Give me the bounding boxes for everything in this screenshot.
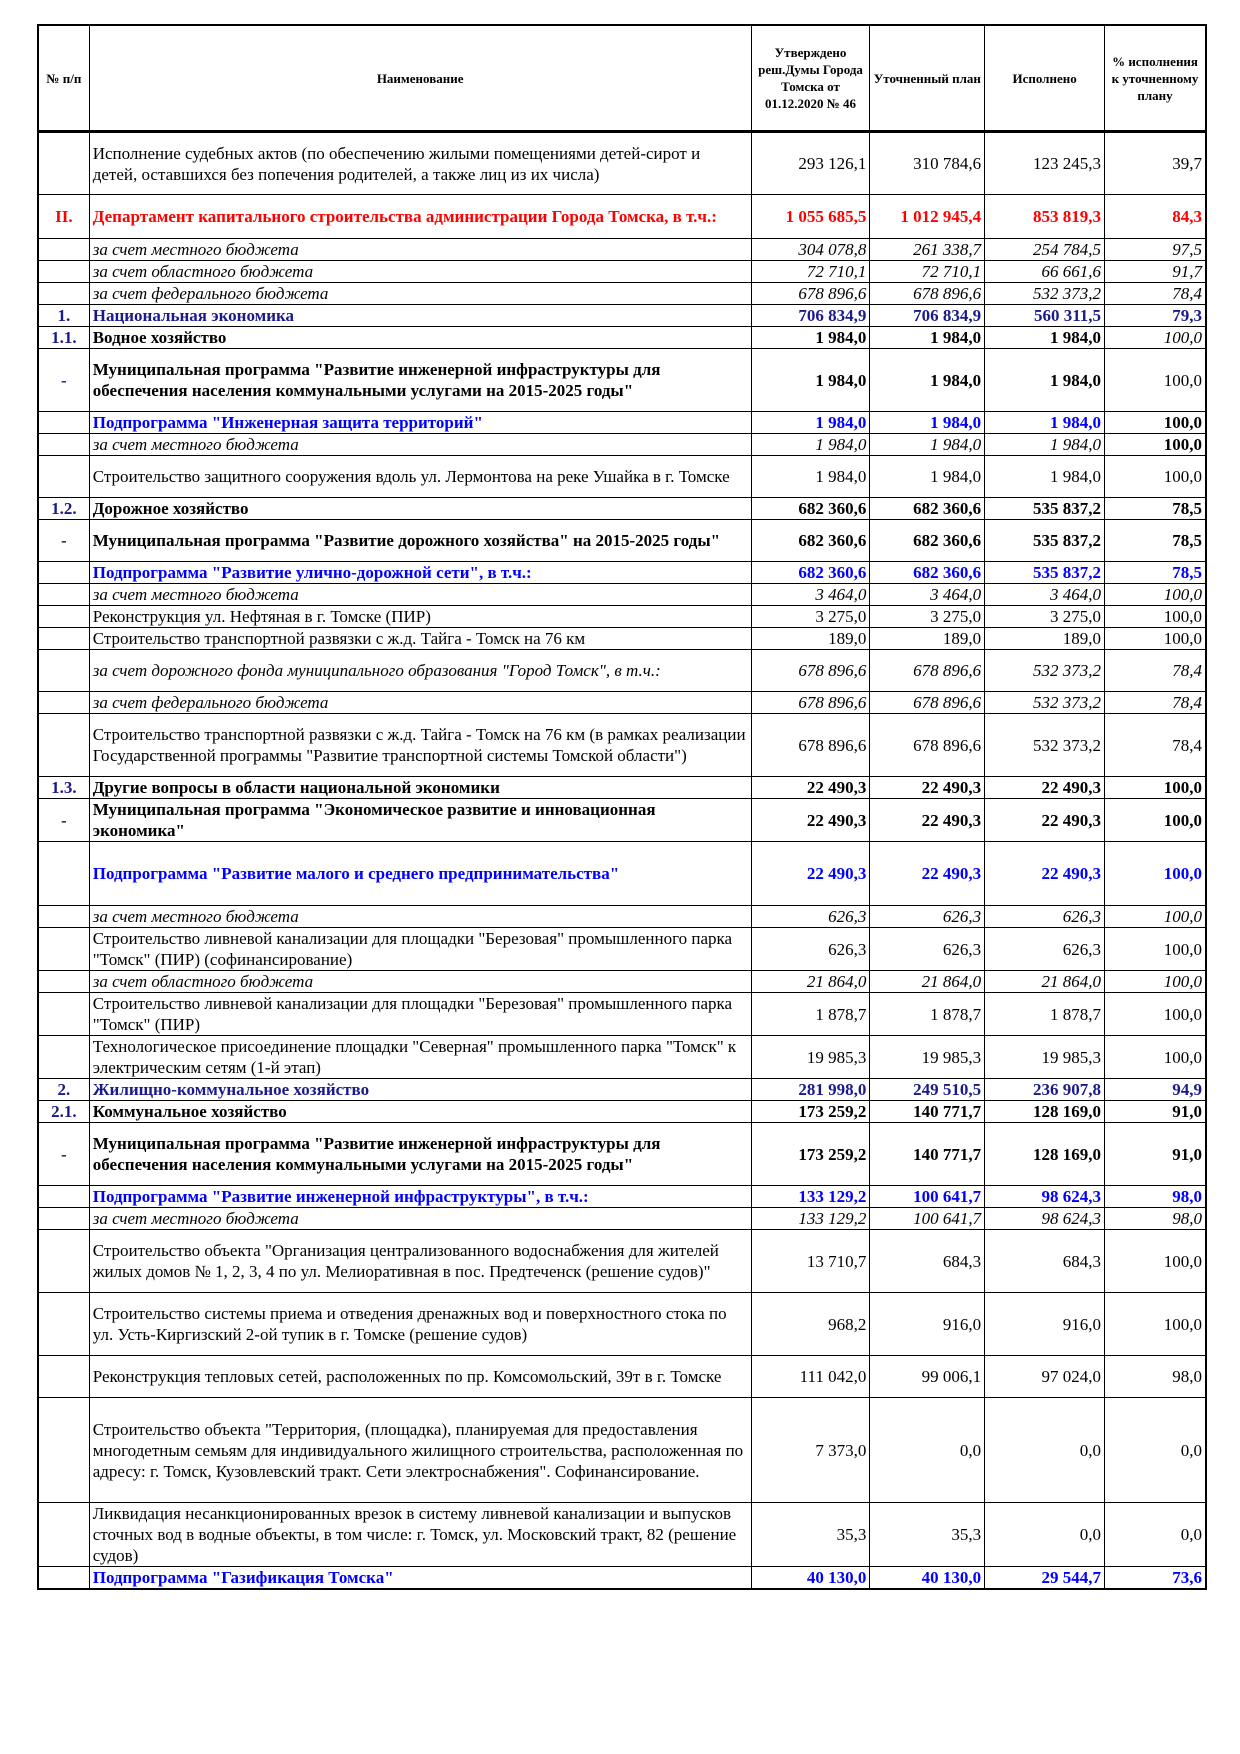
row-number [38,1567,89,1590]
row-percent-value: 100,0 [1105,777,1206,799]
row-percent-value: 79,3 [1105,305,1206,327]
row-refined-value: 21 864,0 [870,971,985,993]
row-name: за счет областного бюджета [89,971,751,993]
row-executed-value: 22 490,3 [985,842,1105,906]
row-name: за счет местного бюджета [89,239,751,261]
table-row [38,1398,1206,1503]
row-executed-value: 560 311,5 [985,305,1105,327]
row-refined-value: 22 490,3 [870,842,985,906]
row-number [38,584,89,606]
row-approved-value: 22 490,3 [751,842,870,906]
row-executed-value: 22 490,3 [985,777,1105,799]
row-refined-value: 40 130,0 [870,1567,985,1590]
row-approved-value: 1 984,0 [751,327,870,349]
row-approved-value: 706 834,9 [751,305,870,327]
row-refined-value: 19 985,3 [870,1036,985,1079]
table-row [38,799,1206,842]
row-number [38,239,89,261]
table-row [38,1036,1206,1079]
row-refined-value: 3 464,0 [870,584,985,606]
row-name: Реконструкция ул. Нефтяная в г. Томске (ПИР) [89,606,751,628]
table-row [38,584,1206,606]
row-executed-value: 98 624,3 [985,1186,1105,1208]
table-row [38,714,1206,777]
row-name: Строительство объекта "Территория, (площадка), планируемая для предоставления многодетным семьям для индивидуального жилищного строительства, расположенная по адресу: г. Томск, Кузовлевский тракт. Сети электроснабжения". Софинансирование. [89,1398,751,1503]
row-number [38,132,89,195]
table-row [38,1123,1206,1186]
row-name: Ликвидация несанкционированных врезок в систему ливневой канализации и выпусков сточных вод в водные объекты, в том числе: г. Томск, ул. Московский тракт, 82 (решение судов) [89,1503,751,1567]
header-name: Наименование [89,25,751,132]
row-refined-value: 1 984,0 [870,434,985,456]
row-percent-value: 100,0 [1105,1230,1206,1293]
row-refined-value: 916,0 [870,1293,985,1356]
row-name: Строительство системы приема и отведения дренажных вод и поверхностного стока по ул. Усть-Киргизский 2-ой тупик в г. Томске (решение судов) [89,1293,751,1356]
row-executed-value: 532 373,2 [985,283,1105,305]
row-number: - [38,799,89,842]
table-row [38,1079,1206,1101]
table-row [38,562,1206,584]
row-approved-value: 1 984,0 [751,434,870,456]
row-percent-value: 94,9 [1105,1079,1206,1101]
header-executed: Исполнено [985,25,1105,132]
table-row [38,928,1206,971]
row-number [38,714,89,777]
row-executed-value: 128 169,0 [985,1101,1105,1123]
row-percent-value: 100,0 [1105,799,1206,842]
row-number [38,1208,89,1230]
row-refined-value: 626,3 [870,928,985,971]
row-refined-value: 682 360,6 [870,520,985,562]
table-row [38,777,1206,799]
row-refined-value: 1 878,7 [870,993,985,1036]
table-row [38,1230,1206,1293]
budget-execution-page [37,24,1207,1590]
row-approved-value: 1 984,0 [751,456,870,498]
row-refined-value: 1 984,0 [870,456,985,498]
row-approved-value: 1 984,0 [751,349,870,412]
row-executed-value: 29 544,7 [985,1567,1105,1590]
row-approved-value: 22 490,3 [751,777,870,799]
row-name: Национальная экономика [89,305,751,327]
row-approved-value: 22 490,3 [751,799,870,842]
row-percent-value: 100,0 [1105,993,1206,1036]
row-name: за счет местного бюджета [89,584,751,606]
row-executed-value: 1 984,0 [985,349,1105,412]
row-refined-value: 100 641,7 [870,1186,985,1208]
row-number: 1.3. [38,777,89,799]
row-executed-value: 254 784,5 [985,239,1105,261]
row-approved-value: 7 373,0 [751,1398,870,1503]
row-number [38,1293,89,1356]
row-approved-value: 111 042,0 [751,1356,870,1398]
row-executed-value: 97 024,0 [985,1356,1105,1398]
row-number: 1.2. [38,498,89,520]
row-executed-value: 535 837,2 [985,498,1105,520]
table-row [38,1186,1206,1208]
row-percent-value: 78,4 [1105,714,1206,777]
table-row [38,906,1206,928]
row-number [38,1503,89,1567]
row-name: Жилищно-коммунальное хозяйство [89,1079,751,1101]
row-number [38,692,89,714]
row-number [38,261,89,283]
row-executed-value: 532 373,2 [985,714,1105,777]
row-refined-value: 140 771,7 [870,1101,985,1123]
row-refined-value: 682 360,6 [870,498,985,520]
row-approved-value: 682 360,6 [751,498,870,520]
row-name: за счет дорожного фонда муниципального образования "Город Томск", в т.ч.: [89,650,751,692]
row-approved-value: 281 998,0 [751,1079,870,1101]
row-number [38,283,89,305]
row-percent-value: 78,4 [1105,692,1206,714]
row-percent-value: 100,0 [1105,349,1206,412]
table-row [38,692,1206,714]
row-percent-value: 84,3 [1105,195,1206,239]
table-row [38,842,1206,906]
row-number [38,628,89,650]
row-refined-value: 1 984,0 [870,412,985,434]
row-percent-value: 100,0 [1105,434,1206,456]
row-percent-value: 98,0 [1105,1356,1206,1398]
row-name: Технологическое присоединение площадки "Северная" промышленного парка "Томск" к электрическим сетям (1-й этап) [89,1036,751,1079]
row-number: 1.1. [38,327,89,349]
row-percent-value: 39,7 [1105,132,1206,195]
row-approved-value: 678 896,6 [751,692,870,714]
table-row [38,412,1206,434]
table-row [38,1101,1206,1123]
row-executed-value: 684,3 [985,1230,1105,1293]
row-number [38,434,89,456]
table-row [38,283,1206,305]
row-percent-value: 73,6 [1105,1567,1206,1590]
row-number: 1. [38,305,89,327]
row-number [38,412,89,434]
table-row [38,1567,1206,1590]
row-approved-value: 133 129,2 [751,1186,870,1208]
row-number [38,971,89,993]
row-percent-value: 78,5 [1105,498,1206,520]
row-name: Строительство ливневой канализации для площадки "Березовая" промышленного парка "Томск" (ПИР) (софинансирование) [89,928,751,971]
row-name: Департамент капитального строительства администрации Города Томска, в т.ч.: [89,195,751,239]
row-approved-value: 682 360,6 [751,520,870,562]
row-executed-value: 21 864,0 [985,971,1105,993]
row-name: Другие вопросы в области национальной экономики [89,777,751,799]
row-executed-value: 189,0 [985,628,1105,650]
row-name: Строительство защитного сооружения вдоль ул. Лермонтова на реке Ушайка в г. Томске [89,456,751,498]
row-number [38,1356,89,1398]
row-approved-value: 72 710,1 [751,261,870,283]
row-approved-value: 1 878,7 [751,993,870,1036]
row-name: Подпрограмма "Инженерная защита территорий" [89,412,751,434]
row-executed-value: 916,0 [985,1293,1105,1356]
table-row [38,239,1206,261]
row-approved-value: 40 130,0 [751,1567,870,1590]
table-row [38,628,1206,650]
table-row [38,606,1206,628]
row-number [38,906,89,928]
row-executed-value: 535 837,2 [985,562,1105,584]
row-executed-value: 98 624,3 [985,1208,1105,1230]
row-approved-value: 3 275,0 [751,606,870,628]
row-name: Муниципальная программа "Развитие инженерной инфраструктуры для обеспечения населения коммунальными услугами на 2015-2025 годы" [89,349,751,412]
row-number: 2. [38,1079,89,1101]
header-approved: Утверждено реш.Думы Города Томска от 01.12.2020 № 46 [751,25,870,132]
row-refined-value: 189,0 [870,628,985,650]
row-refined-value: 261 338,7 [870,239,985,261]
row-number [38,1186,89,1208]
row-executed-value: 535 837,2 [985,520,1105,562]
row-approved-value: 304 078,8 [751,239,870,261]
row-refined-value: 3 275,0 [870,606,985,628]
header-num: № п/п [38,25,89,132]
row-percent-value: 100,0 [1105,1293,1206,1356]
row-refined-value: 22 490,3 [870,777,985,799]
row-executed-value: 532 373,2 [985,650,1105,692]
row-executed-value: 236 907,8 [985,1079,1105,1101]
row-percent-value: 78,5 [1105,562,1206,584]
row-name: за счет федерального бюджета [89,283,751,305]
row-approved-value: 173 259,2 [751,1123,870,1186]
row-approved-value: 968,2 [751,1293,870,1356]
row-percent-value: 100,0 [1105,412,1206,434]
row-approved-value: 173 259,2 [751,1101,870,1123]
row-approved-value: 1 055 685,5 [751,195,870,239]
row-approved-value: 678 896,6 [751,714,870,777]
table-row [38,520,1206,562]
row-percent-value: 100,0 [1105,327,1206,349]
row-refined-value: 678 896,6 [870,650,985,692]
row-approved-value: 1 984,0 [751,412,870,434]
row-refined-value: 1 984,0 [870,327,985,349]
table-row [38,327,1206,349]
row-name: Реконструкция тепловых сетей, расположенных по пр. Комсомольский, 39т в г. Томске [89,1356,751,1398]
row-executed-value: 1 878,7 [985,993,1105,1036]
row-percent-value: 100,0 [1105,606,1206,628]
row-name: Строительство транспортной развязки с ж.д. Тайга - Томск на 76 км [89,628,751,650]
row-approved-value: 293 126,1 [751,132,870,195]
row-number [38,842,89,906]
table-row [38,456,1206,498]
row-percent-value: 98,0 [1105,1186,1206,1208]
table-row [38,305,1206,327]
table-row [38,349,1206,412]
row-refined-value: 1 012 945,4 [870,195,985,239]
row-refined-value: 99 006,1 [870,1356,985,1398]
row-approved-value: 133 129,2 [751,1208,870,1230]
row-executed-value: 22 490,3 [985,799,1105,842]
row-percent-value: 100,0 [1105,456,1206,498]
row-refined-value: 626,3 [870,906,985,928]
row-refined-value: 22 490,3 [870,799,985,842]
row-executed-value: 128 169,0 [985,1123,1105,1186]
row-executed-value: 1 984,0 [985,456,1105,498]
table-row [38,971,1206,993]
row-percent-value: 100,0 [1105,971,1206,993]
row-refined-value: 682 360,6 [870,562,985,584]
row-name: Муниципальная программа "Развитие инженерной инфраструктуры для обеспечения населения коммунальными услугами на 2015-2025 годы" [89,1123,751,1186]
row-name: Строительство объекта "Организация централизованного водоснабжения для жителей жилых домов № 1, 2, 3, 4 по ул. Мелиоративная в пос. Предтеченск (решение судов)" [89,1230,751,1293]
row-approved-value: 678 896,6 [751,650,870,692]
row-name: Подпрограмма "Развитие инженерной инфраструктуры", в т.ч.: [89,1186,751,1208]
row-executed-value: 853 819,3 [985,195,1105,239]
table-row [38,261,1206,283]
table-row [38,650,1206,692]
row-percent-value: 91,7 [1105,261,1206,283]
row-approved-value: 678 896,6 [751,283,870,305]
row-percent-value: 91,0 [1105,1123,1206,1186]
row-executed-value: 0,0 [985,1398,1105,1503]
row-name: за счет местного бюджета [89,434,751,456]
row-executed-value: 0,0 [985,1503,1105,1567]
row-refined-value: 706 834,9 [870,305,985,327]
row-number [38,1036,89,1079]
row-refined-value: 684,3 [870,1230,985,1293]
row-name: за счет федерального бюджета [89,692,751,714]
row-percent-value: 0,0 [1105,1503,1206,1567]
row-approved-value: 626,3 [751,928,870,971]
row-refined-value: 72 710,1 [870,261,985,283]
table-row [38,195,1206,239]
row-refined-value: 140 771,7 [870,1123,985,1186]
row-refined-value: 1 984,0 [870,349,985,412]
row-percent-value: 100,0 [1105,628,1206,650]
row-refined-value: 310 784,6 [870,132,985,195]
row-executed-value: 626,3 [985,928,1105,971]
table-body [38,132,1206,1590]
row-approved-value: 19 985,3 [751,1036,870,1079]
row-executed-value: 1 984,0 [985,327,1105,349]
row-percent-value: 78,4 [1105,650,1206,692]
row-executed-value: 1 984,0 [985,434,1105,456]
row-percent-value: 98,0 [1105,1208,1206,1230]
row-name: Дорожное хозяйство [89,498,751,520]
row-percent-value: 0,0 [1105,1398,1206,1503]
row-number: - [38,349,89,412]
row-name: за счет местного бюджета [89,1208,751,1230]
row-name: Исполнение судебных актов (по обеспечению жилыми помещениями детей-сирот и детей, оставшихся без попечения родителей, а также лиц из их числа) [89,132,751,195]
table-row [38,1356,1206,1398]
row-executed-value: 3 464,0 [985,584,1105,606]
row-number [38,562,89,584]
row-number [38,928,89,971]
row-number: - [38,520,89,562]
row-executed-value: 1 984,0 [985,412,1105,434]
row-approved-value: 3 464,0 [751,584,870,606]
header-refined: Уточненный план [870,25,985,132]
row-percent-value: 100,0 [1105,584,1206,606]
row-percent-value: 78,4 [1105,283,1206,305]
header-percent: % исполнения к уточненному плану [1105,25,1206,132]
budget-table [37,24,1207,1590]
row-refined-value: 678 896,6 [870,692,985,714]
row-number [38,1398,89,1503]
table-row [38,1208,1206,1230]
row-percent-value: 91,0 [1105,1101,1206,1123]
row-number: II. [38,195,89,239]
row-approved-value: 13 710,7 [751,1230,870,1293]
row-percent-value: 100,0 [1105,842,1206,906]
row-executed-value: 123 245,3 [985,132,1105,195]
row-percent-value: 97,5 [1105,239,1206,261]
row-number [38,650,89,692]
row-percent-value: 78,5 [1105,520,1206,562]
row-refined-value: 678 896,6 [870,714,985,777]
table-header-row [38,25,1206,132]
row-name: Муниципальная программа "Развитие дорожного хозяйства" на 2015-2025 годы" [89,520,751,562]
row-refined-value: 678 896,6 [870,283,985,305]
row-name: Строительство ливневой канализации для площадки "Березовая" промышленного парка "Томск" (ПИР) [89,993,751,1036]
row-name: Коммунальное хозяйство [89,1101,751,1123]
row-name: Строительство транспортной развязки с ж.д. Тайга - Томск на 76 км (в рамках реализации Государственной программы "Развитие транспортной системы Томской области") [89,714,751,777]
row-approved-value: 35,3 [751,1503,870,1567]
row-name: Подпрограмма "Газификация Томска" [89,1567,751,1590]
row-refined-value: 0,0 [870,1398,985,1503]
row-name: Подпрограмма "Развитие улично-дорожной сети", в т.ч.: [89,562,751,584]
row-refined-value: 249 510,5 [870,1079,985,1101]
row-name: за счет местного бюджета [89,906,751,928]
row-executed-value: 66 661,6 [985,261,1105,283]
row-name: Подпрограмма "Развитие малого и среднего предпринимательства" [89,842,751,906]
row-number: - [38,1123,89,1186]
row-executed-value: 626,3 [985,906,1105,928]
table-row [38,498,1206,520]
row-percent-value: 100,0 [1105,906,1206,928]
row-name: Водное хозяйство [89,327,751,349]
row-percent-value: 100,0 [1105,1036,1206,1079]
row-refined-value: 100 641,7 [870,1208,985,1230]
row-executed-value: 532 373,2 [985,692,1105,714]
row-approved-value: 189,0 [751,628,870,650]
row-refined-value: 35,3 [870,1503,985,1567]
row-number: 2.1. [38,1101,89,1123]
row-number [38,456,89,498]
table-row [38,993,1206,1036]
row-executed-value: 19 985,3 [985,1036,1105,1079]
row-name: Муниципальная программа "Экономическое развитие и инновационная экономика" [89,799,751,842]
row-name: за счет областного бюджета [89,261,751,283]
row-percent-value: 100,0 [1105,928,1206,971]
row-number [38,606,89,628]
row-approved-value: 21 864,0 [751,971,870,993]
row-number [38,993,89,1036]
row-approved-value: 682 360,6 [751,562,870,584]
row-number [38,1230,89,1293]
row-executed-value: 3 275,0 [985,606,1105,628]
table-row [38,1503,1206,1567]
table-row [38,132,1206,195]
table-row [38,1293,1206,1356]
row-approved-value: 626,3 [751,906,870,928]
table-row [38,434,1206,456]
